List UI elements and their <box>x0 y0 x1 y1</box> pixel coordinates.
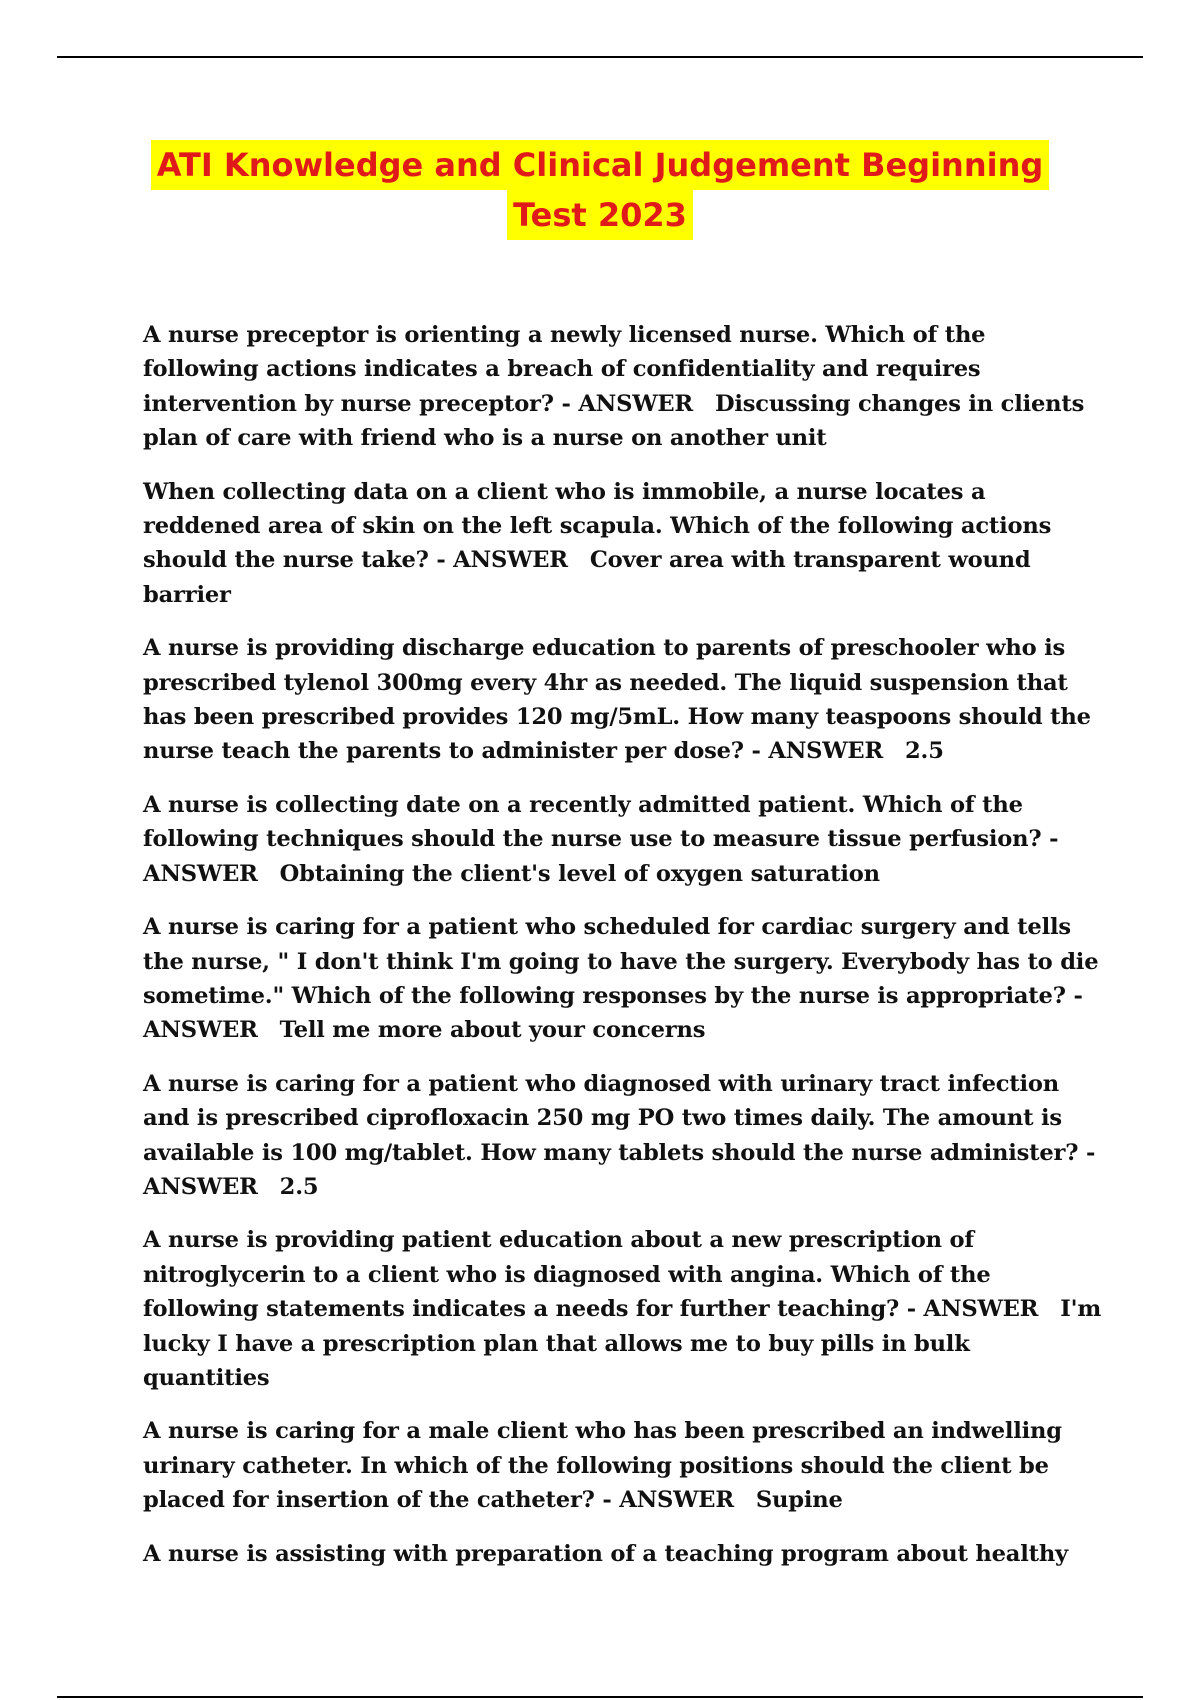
question-text: A nurse preceptor is orienting a newly licensed nurse. Which of the following actions indicates a breach of confidentiality and requires intervention by nurse preceptor? <box>143 322 986 417</box>
qa-item <box>143 1414 1103 1517</box>
title-line-2: Test 2023 <box>507 190 693 240</box>
trailing-question <box>143 1537 1103 1571</box>
answer-text: Obtaining the client's level of oxygen saturation <box>279 860 880 887</box>
qa-item <box>143 475 1103 613</box>
answer-text: Cover area with transparent wound barrier <box>143 547 1031 608</box>
question-text: A nurse is caring for a patient who scheduled for cardiac surgery and tells the nurse, " I don't think I'm going to have the surgery. Everybody has to die sometime." Which of the following responses by the nurse is appropriate? <box>143 914 1099 1009</box>
qa-item <box>143 1067 1103 1205</box>
title-line-1: ATI Knowledge and Clinical Judgement Beginning <box>151 140 1050 190</box>
qa-item <box>143 631 1103 769</box>
question-text: A nurse is caring for a patient who diagnosed with urinary tract infection and is prescribed ciprofloxacin 250 mg PO two times daily. The amount is available is 100 mg/tablet. How many tablets should the nurse administer? <box>143 1070 1079 1166</box>
qa-item <box>143 910 1103 1048</box>
question-text: A nurse is collecting date on a recently admitted patient. Which of the following techniques should the nurse use to measure tissue perfusion? <box>143 791 1042 853</box>
question-text: When collecting data on a client who is immobile, a nurse locates a reddened area of skin on the left scapula. Which of the following actions should the nurse take? <box>143 478 1052 574</box>
answer-marker: - ANSWER <box>143 982 1083 1044</box>
answer-marker: - ANSWER <box>751 738 884 765</box>
question-text: A nurse is providing patient education about a new prescription of nitroglycerin to a client who is diagnosed with angina. Which of the following statements indicates a needs for further teaching? <box>143 1227 991 1323</box>
question-list <box>143 318 1103 1590</box>
question-text: A nurse is caring for a male client who has been prescribed an indwelling urinary catheter. In which of the following positions should the client be placed for insertion of the catheter? <box>143 1418 1062 1514</box>
answer-text: 2.5 <box>905 738 944 765</box>
answer-marker: - ANSWER <box>143 826 1059 887</box>
answer-marker: - ANSWER <box>436 547 568 574</box>
qa-item <box>143 788 1103 891</box>
answer-marker: - ANSWER <box>602 1487 734 1514</box>
answer-marker: - ANSWER <box>561 390 693 417</box>
answer-marker: - ANSWER <box>906 1296 1039 1323</box>
question-text: A nurse is providing discharge education to parents of preschooler who is prescribed tylenol 300mg every 4hr as needed. The liquid suspension that has been prescribed provides 120 mg/5mL. How many teaspoons should the nurse teach the parents to administer per dose? <box>143 635 1091 765</box>
document-title <box>0 140 1200 240</box>
answer-text: 2.5 <box>279 1173 319 1200</box>
qa-item <box>143 318 1103 456</box>
bottom-rule <box>57 1696 1143 1698</box>
question-text: A nurse is assisting with preparation of a teaching program about healthy <box>143 1540 1068 1567</box>
answer-text: Discussing changes in clients plan of care with friend who is a nurse on another unit <box>143 390 1085 452</box>
answer-text: Tell me more about your concerns <box>279 1017 706 1044</box>
answer-text: I'm lucky I have a prescription plan that allows me to buy pills in bulk quantities <box>143 1296 1102 1391</box>
qa-item <box>143 1223 1103 1395</box>
answer-marker: - ANSWER <box>143 1139 1096 1200</box>
top-rule <box>57 56 1143 58</box>
answer-text: Supine <box>755 1487 843 1514</box>
